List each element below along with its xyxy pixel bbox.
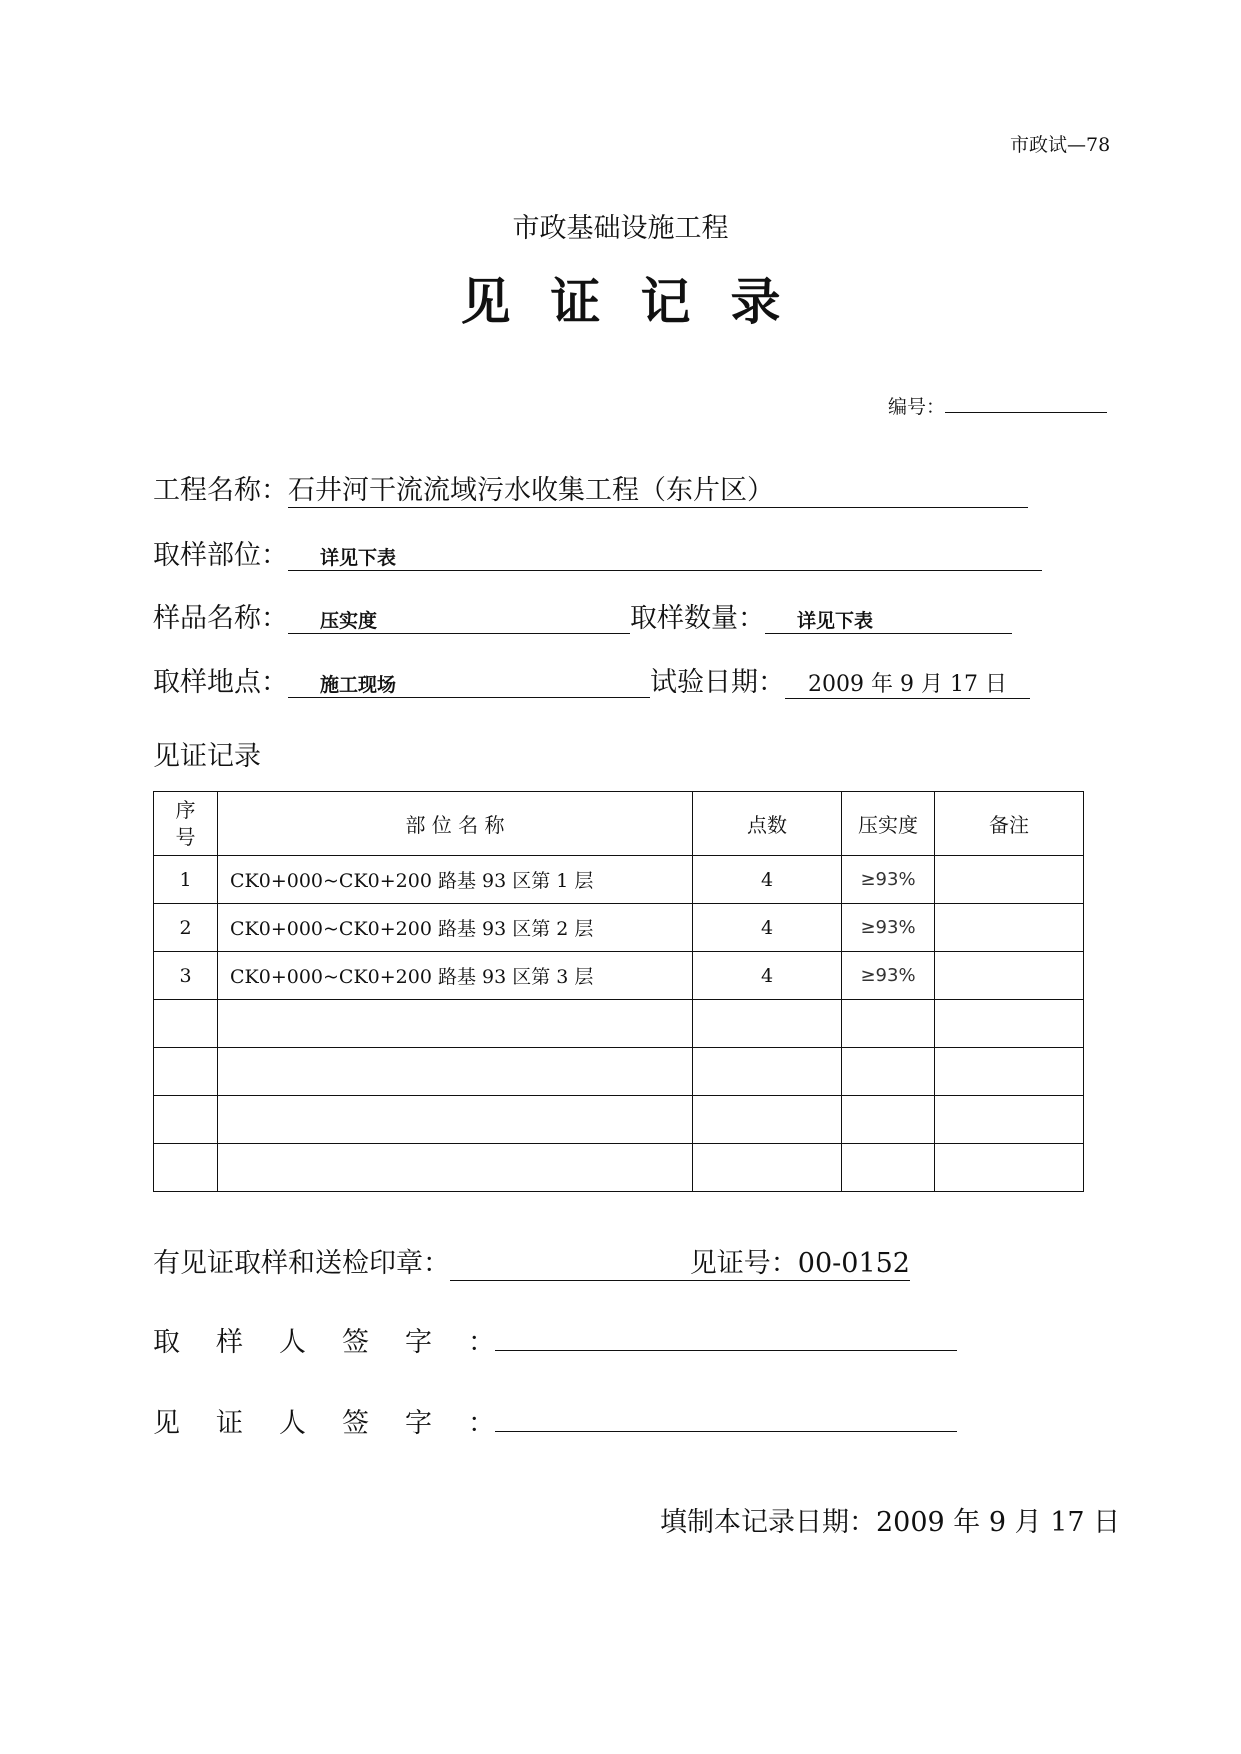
fill-date: 填制本记录日期：2009 年 9 月 17 日 (660, 1507, 1121, 1538)
cell-points (693, 1000, 842, 1048)
cell-location-name (218, 1000, 693, 1048)
sampling-location-row (153, 533, 1042, 572)
cell-points: 4 (693, 856, 842, 904)
sample-qty-label: 取样数量： (630, 603, 765, 634)
cell-remarks (935, 1096, 1084, 1144)
cell-seq: 2 (154, 904, 218, 952)
table-row (154, 1000, 1084, 1048)
cell-compaction (842, 1048, 935, 1096)
document-title: 见证记录 (460, 272, 821, 331)
sampling-site-row (153, 660, 1030, 699)
witness-number: 见证号：00-0152 (450, 1241, 910, 1281)
cell-points (693, 1048, 842, 1096)
sample-name-label: 样品名称： (153, 603, 288, 634)
cell-points (693, 1144, 842, 1192)
form-code: 市政试—78 (1010, 134, 1111, 156)
cell-location-name: CK0+000~CK0+200 路基 93 区第 2 层 (218, 904, 693, 952)
cell-compaction: ≥93% (842, 952, 935, 1000)
site-value: 施工现场 (288, 670, 650, 698)
cell-compaction (842, 1000, 935, 1048)
header-compaction: 压实度 (842, 792, 935, 856)
sampler-label: 取样人签字： (153, 1327, 531, 1358)
record-table (153, 791, 1084, 1192)
header-points: 点数 (693, 792, 842, 856)
cell-remarks (935, 904, 1084, 952)
cell-location-name: CK0+000~CK0+200 路基 93 区第 3 层 (218, 952, 693, 1000)
serial-value (945, 392, 1107, 413)
cell-points: 4 (693, 952, 842, 1000)
cell-remarks (935, 1000, 1084, 1048)
cell-points: 4 (693, 904, 842, 952)
project-name-row (153, 468, 1028, 508)
table-row (154, 904, 1084, 952)
site-label: 取样地点： (153, 667, 288, 698)
cell-compaction: ≥93% (842, 904, 935, 952)
cell-seq: 3 (154, 952, 218, 1000)
cell-location-name (218, 1096, 693, 1144)
cell-compaction (842, 1144, 935, 1192)
sample-qty-value: 详见下表 (765, 606, 1012, 634)
serial-number-row (888, 392, 1107, 419)
cell-location-name: CK0+000~CK0+200 路基 93 区第 1 层 (218, 856, 693, 904)
table-row (154, 1144, 1084, 1192)
cell-location-name (218, 1048, 693, 1096)
table-row (154, 952, 1084, 1000)
header-location-name: 部 位 名 称 (218, 792, 693, 856)
witness-signature-line (495, 1403, 957, 1432)
table-row (154, 856, 1084, 904)
cell-compaction (842, 1096, 935, 1144)
test-date-value: 2009 年 9 月 17 日 (785, 667, 1030, 699)
cell-points (693, 1096, 842, 1144)
table-row (154, 1048, 1084, 1096)
cell-seq (154, 1144, 218, 1192)
sampler-signature-line (495, 1322, 957, 1351)
stamp-row (153, 1241, 910, 1281)
stamp-label: 有见证取样和送检印章： (153, 1248, 450, 1279)
witness-sign-label: 见证人签字： (153, 1408, 531, 1439)
location-label: 取样部位： (153, 540, 288, 571)
record-heading: 见证记录 (153, 741, 261, 772)
header-remarks: 备注 (935, 792, 1084, 856)
project-label: 工程名称： (153, 475, 288, 506)
cell-seq (154, 1096, 218, 1144)
cell-compaction: ≥93% (842, 856, 935, 904)
sample-name-row (153, 596, 1012, 635)
serial-label: 编号： (888, 396, 946, 418)
sample-name-value: 压实度 (288, 606, 630, 634)
cell-location-name (218, 1144, 693, 1192)
cell-seq (154, 1048, 218, 1096)
sampler-signature-row (153, 1320, 957, 1359)
location-value: 详见下表 (288, 543, 1042, 571)
project-value: 石井河干流流域污水收集工程（东片区） (288, 468, 1028, 508)
cell-remarks (935, 856, 1084, 904)
table-row (154, 1096, 1084, 1144)
header-seq: 序号 (154, 792, 218, 856)
table-header-row (154, 792, 1084, 856)
cell-remarks (935, 952, 1084, 1000)
cell-remarks (935, 1048, 1084, 1096)
test-date-label: 试验日期： (650, 667, 785, 698)
cell-seq (154, 1000, 218, 1048)
cell-remarks (935, 1144, 1084, 1192)
document-subtitle: 市政基础设施工程 (512, 213, 729, 244)
cell-seq: 1 (154, 856, 218, 904)
witness-signature-row (153, 1401, 957, 1440)
